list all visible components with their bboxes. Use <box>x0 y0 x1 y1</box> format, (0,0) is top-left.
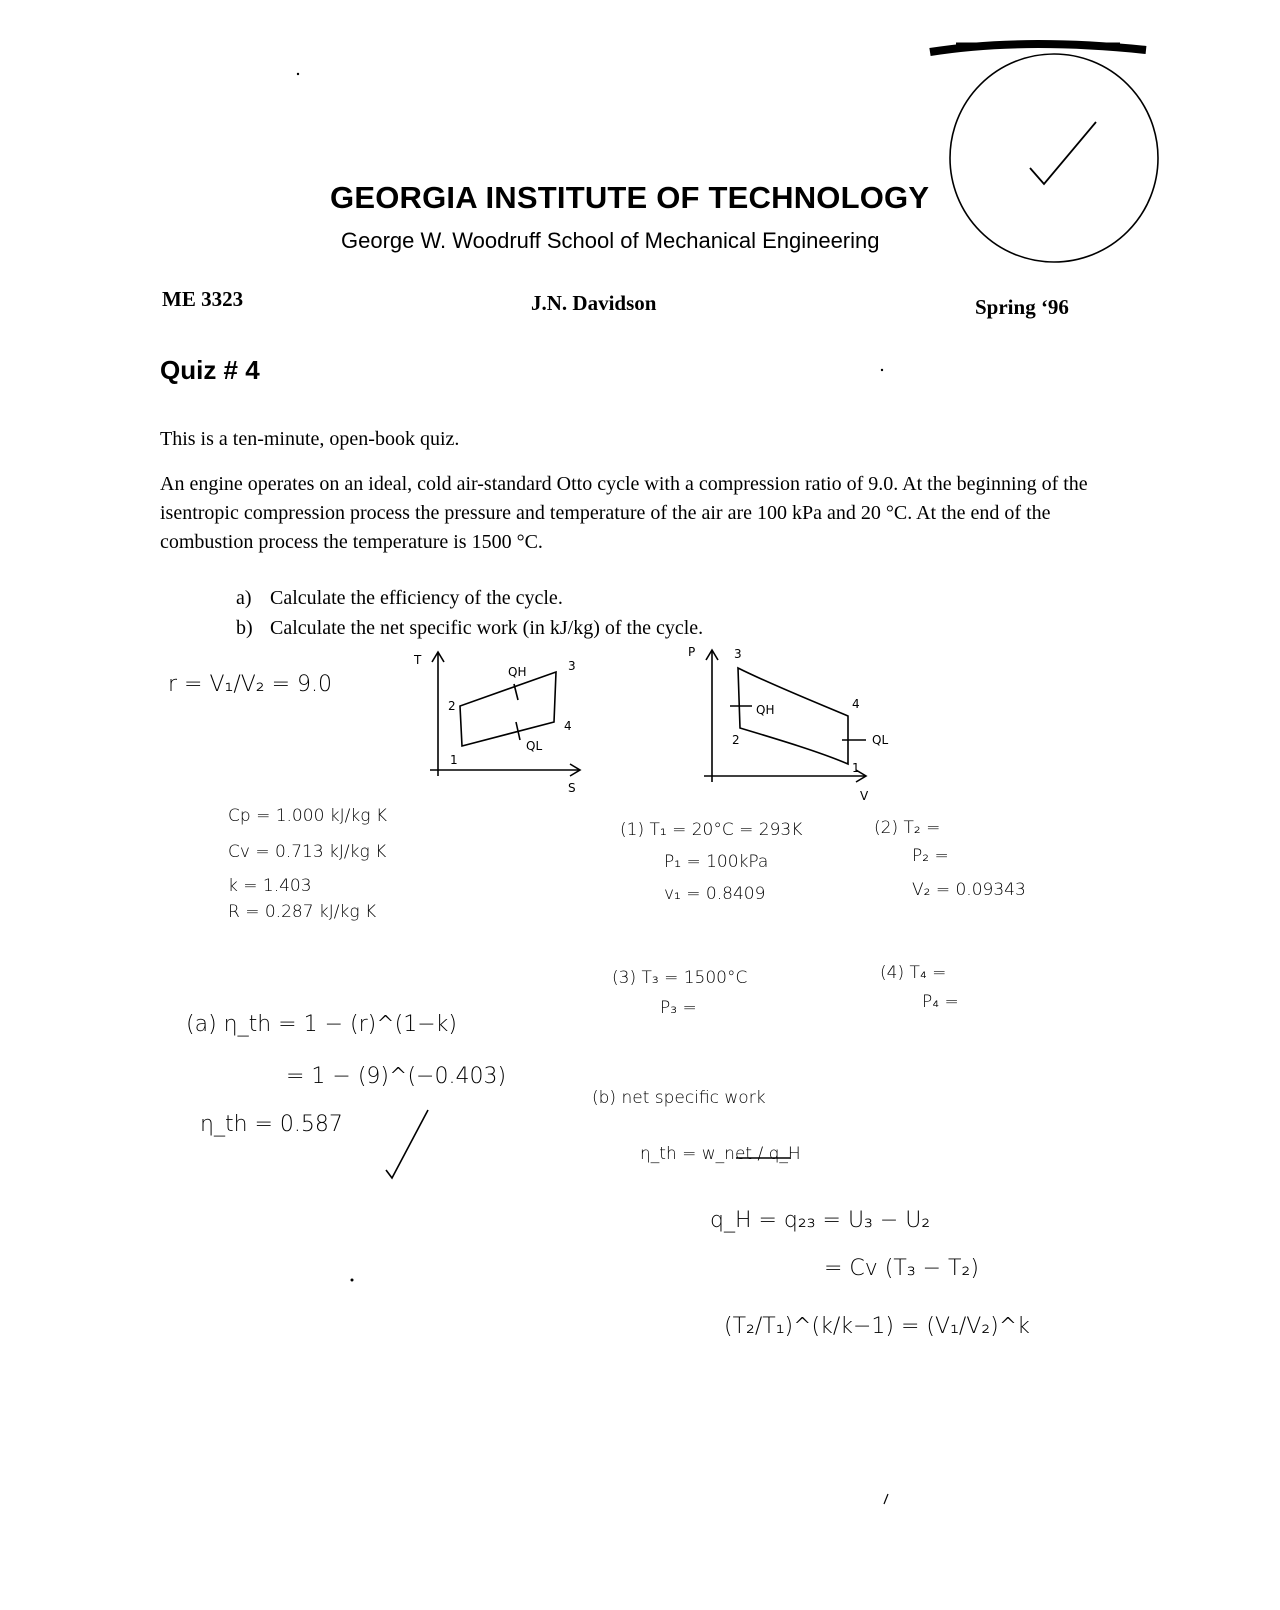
grade-circle <box>950 54 1158 262</box>
ts-x-label: S <box>568 781 576 795</box>
ts-qh-label: QH <box>508 665 527 679</box>
pv-state-1: 1 <box>852 761 860 775</box>
quiz-intro: This is a ten-minute, open-book quiz. <box>160 428 460 450</box>
state2-temperature: (2) T₂ = <box>874 818 941 838</box>
property-cp: Cp = 1.000 kJ/kg K <box>228 806 387 826</box>
question-a-label: a) <box>236 587 252 609</box>
problem-statement: An engine operates on an ideal, cold air-standard Otto cycle with a compression ratio of 9.0. At the beginning of the isentropic compression process the pressure and temperature of the air are 100 kPa and 20 °C. At the end of the combustion process the temperature is 1500 °C. <box>160 473 1088 553</box>
state2-pressure: P₂ = <box>912 846 949 866</box>
pv-cycle <box>738 668 848 764</box>
question-b-text: Calculate the net specific work (in kJ/kg) of the cycle. <box>270 617 704 639</box>
state4-pressure: P₄ = <box>922 992 959 1012</box>
school-name: George W. Woodruff School of Mechanical Engineering <box>341 228 880 253</box>
pv-y-label: P <box>688 645 696 659</box>
state1-temperature: (1) T₁ = 20°C = 293K <box>620 820 803 840</box>
ts-state-1: 1 <box>450 753 458 767</box>
quiz-title: Quiz # 4 <box>160 355 260 385</box>
result-check-icon <box>386 1110 428 1178</box>
efficiency-formula: (a) η_th = 1 − (r)^(1−k) <box>186 1012 457 1037</box>
institution-title: GEORGIA INSTITUTE OF TECHNOLOGY <box>330 180 930 215</box>
pv-state-4: 4 <box>852 697 860 711</box>
property-cv: Cv = 0.713 kJ/kg K <box>228 842 387 862</box>
question-a-text: Calculate the efficiency of the cycle. <box>270 587 563 609</box>
ts-y-label: T <box>414 653 422 667</box>
part-b-heat-input: q_H = q₂₃ = U₃ − U₂ <box>710 1208 931 1233</box>
question-b-label: b) <box>236 617 253 639</box>
compression-ratio: r = V₁/V₂ = 9.0 <box>168 672 333 697</box>
pv-ql-label: QL <box>872 733 889 747</box>
ts-ql-label: QL <box>526 739 543 753</box>
pv-qh-label: QH <box>756 703 775 717</box>
speck <box>881 369 883 371</box>
pv-diagram <box>704 650 866 782</box>
ts-state-2: 2 <box>448 699 456 713</box>
ts-state-4: 4 <box>564 719 572 733</box>
part-b-isentropic-relation: (T₂/T₁)^(k/k−1) = (V₁/V₂)^k <box>724 1314 1030 1339</box>
ts-cycle <box>460 672 556 746</box>
term-label: Spring ‘96 <box>975 295 1069 319</box>
state4-temperature: (4) T₄ = <box>880 963 947 983</box>
grade-check-icon <box>1030 122 1096 184</box>
property-k: k = 1.403 <box>228 876 312 896</box>
ts-state-3: 3 <box>568 659 576 673</box>
part-b-heat-cv: = Cv (T₃ − T₂) <box>824 1256 979 1281</box>
speck <box>884 1494 888 1504</box>
speck <box>351 1279 354 1282</box>
part-b-efficiency-def: η_th = w_net / q_H <box>640 1144 801 1164</box>
pv-state-2: 2 <box>732 733 740 747</box>
instructor-name: J.N. Davidson <box>531 291 657 315</box>
state1-volume: v₁ = 0.8409 <box>664 884 766 904</box>
efficiency-substitution: = 1 − (9)^(−0.403) <box>286 1064 507 1089</box>
course-code: ME 3323 <box>162 287 244 311</box>
state3-temperature: (3) T₃ = 1500°C <box>612 968 748 988</box>
part-b-heading: (b) net specific work <box>592 1088 766 1108</box>
pv-x-label: V <box>860 789 869 803</box>
speck <box>297 73 299 75</box>
state3-pressure: P₃ = <box>660 998 697 1018</box>
pv-state-3: 3 <box>734 647 742 661</box>
pv-labels <box>688 645 888 803</box>
efficiency-result: η_th = 0.587 <box>200 1112 343 1137</box>
state1-pressure: P₁ = 100kPa <box>664 852 769 872</box>
property-r: R = 0.287 kJ/kg K <box>228 902 377 922</box>
state2-volume: V₂ = 0.09343 <box>912 880 1026 900</box>
